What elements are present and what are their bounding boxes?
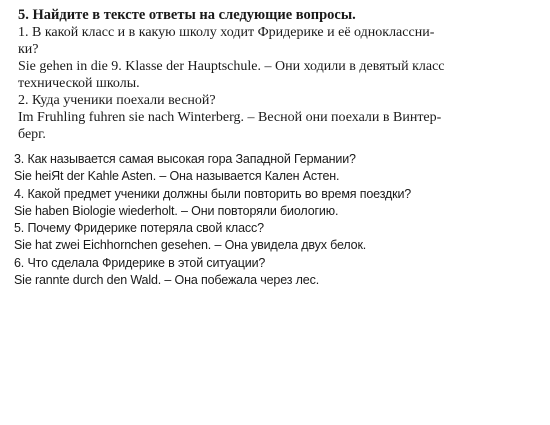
answer-line: Sie haben Biologie wiederholt. – Они повторяли биологию. bbox=[14, 203, 339, 218]
text-line: технической школы. bbox=[18, 76, 140, 91]
exercise-heading: 5. Найдите в тексте ответы на следующие вопросы. bbox=[18, 7, 356, 23]
exercise-block-top bbox=[18, 7, 478, 143]
text-line: берг. bbox=[18, 127, 46, 142]
answer-line: Sie heiЯt der Kahle Asten. – Она называется Кален Астен. bbox=[14, 169, 340, 184]
text-line: Im Fruhling fuhren sie nach Winterberg. – Весной они поехали в Винтер- bbox=[18, 110, 442, 125]
question-line: 3. Как называется самая высокая гора Западной Германии? bbox=[14, 152, 356, 166]
answer-line: Sie rannte durch den Wald. – Она побежала через лес. bbox=[14, 273, 320, 288]
question-line: 4. Какой предмет ученики должны были повторить во время поездки? bbox=[14, 186, 412, 201]
text-line: 1. В какой класс и в какую школу ходит Фридерике и её одноклассни- bbox=[18, 25, 435, 40]
exercise-block-bottom bbox=[14, 151, 484, 289]
text-line: ки? bbox=[18, 42, 39, 57]
answer-line: Sie hat zwei Eichhornchen gesehen. – Она увидела двух белок. bbox=[14, 238, 367, 253]
text-line: 2. Куда ученики поехали весной? bbox=[18, 93, 216, 108]
question-line: 6. Что сделала Фридерике в этой ситуации? bbox=[14, 255, 266, 270]
question-line: 5. Почему Фридерике потеряла свой класс? bbox=[14, 221, 264, 236]
text-line: Sie gehen in die 9. Klasse der Hauptschule. – Они ходили в девятый класс bbox=[18, 59, 445, 74]
